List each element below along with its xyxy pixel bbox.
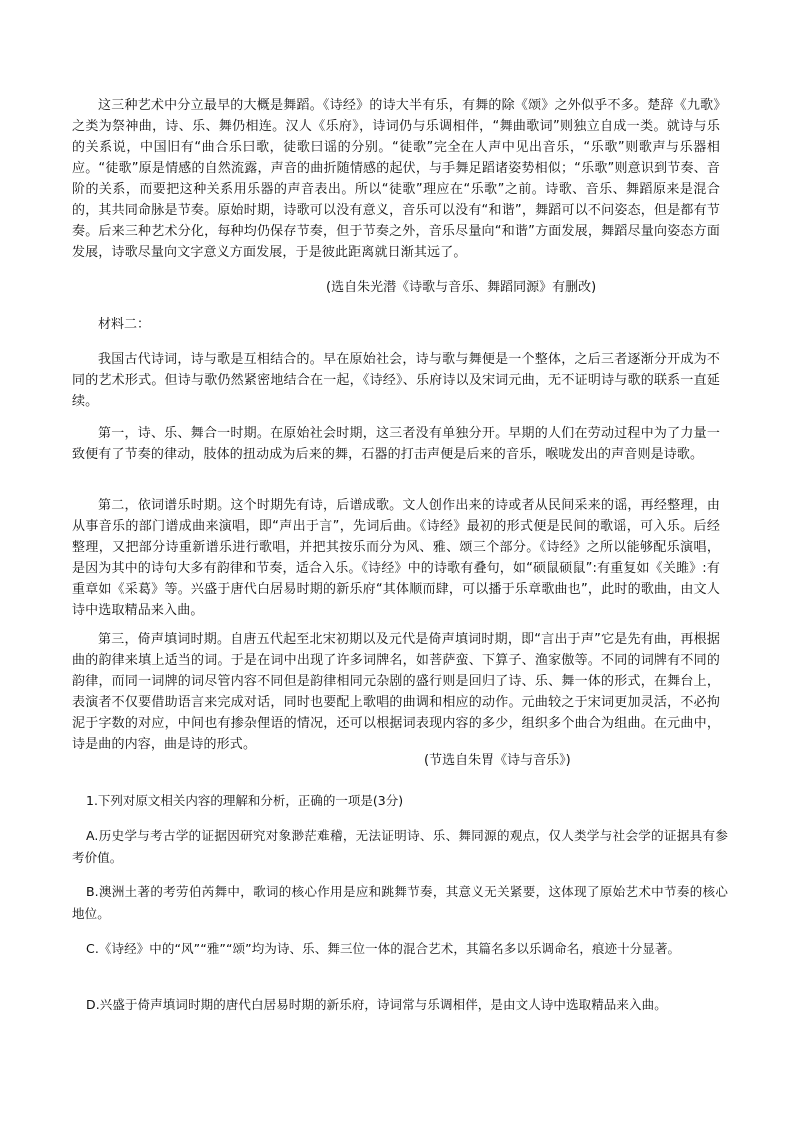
passage-paragraph-2: 我国古代诗词，诗与歌是互相结合的。早在原始社会，诗与歌与舞便是一个整体，之后三者逐渐分开成为不同的艺术形式。但诗与歌仍然紧密地结合在一起，《诗经》、乐府诗以及宋词元曲，无不证明诗与歌的联系一直延续。: [72, 352, 720, 409]
source-citation-1: (选自朱光潜《诗歌与音乐、舞蹈同源》有删改): [326, 280, 597, 295]
option-b: B.澳洲土著的考劳伯芮舞中，歌词的核心作用是应和跳舞节奏，其意义无关紧要，这体现了原始艺术中节奏的核心地位。: [72, 884, 728, 921]
passage-paragraph-5: 第三，倚声填词时期。自唐五代起至北宋初期以及元代是倚声填词时期，即“言出于声”它是先有曲，再根据曲的韵律来填上适当的词。于是在词中出现了许多词牌名，如菩萨蛮、下算子、渔家傲等。不同的词牌有不同的韵律，而同一词牌的词尽管内容不同但是韵律相同元杂剧的盛行则是回归了诗、乐、舞一体的形式，在舞台上，表演者不仅要借助语言来完成对话，同时也要配上歌唱的曲调和相应的动作。元曲较之于宋词更加灵活，不必拘泥于字数的对应，中间也有掺杂俚语的情况，还可以根据词表现内容的多少，组织多个曲合为组曲。在元曲中，诗是曲的内容，曲是诗的形式。: [72, 632, 720, 752]
question-1-stem: 1.下列对原文相关内容的理解和分析，正确的一项是(3分): [86, 793, 404, 808]
passage-paragraph-3: 第一，诗、乐、舞合一时期。在原始社会时期，这三者没有单独分开。早期的人们在劳动过程中为了力量一致便有了节奏的律动，肢体的扭动成为后来的舞，石器的打击声便是后来的音乐，喉咙发出的声音则是诗歌。: [72, 426, 720, 462]
option-a: A.历史学与考古学的证据因研究对象渺茫难稽，无法证明诗、乐、舞同源的观点，仅人类学与社会学的证据具有参考价值。: [72, 828, 728, 865]
option-c: C.《诗经》中的“风”“雅”“颂”均为诗、乐、舞三位一体的混合艺术，其篇名多以乐调命名，痕迹十分显著。: [86, 941, 681, 956]
source-citation-2: (节选自朱胃《诗与音乐》): [424, 753, 571, 768]
passage-paragraph-4: 第二，依词谱乐时期。这个时期先有诗，后谱成歌。文人创作出来的诗或者从民间采来的谣，再经整理，由从事音乐的部门谱成曲来演唱，即“声出于言”，先词后曲。《诗经》最初的形式便是民间的歌谣，可入乐。后经整理，又把部分诗重新谱乐进行歌唱，并把其按乐而分为风、雅、颂三个部分。《诗经》之所以能够配乐演唱，是因为其中的诗句大多有韵律和节奏，适合入乐。《诗经》中的诗歌有叠句，如“硕鼠硕鼠”:有重复如《关雎》:有重章如《采葛》等。兴盛于唐代白居易时期的新乐府“其体顺而肆，可以播于乐章歌曲也”，此时的歌曲，由文人诗中选取精品来入曲。: [72, 498, 720, 618]
option-d: D.兴盛于倚声填词时期的唐代白居易时期的新乐府，诗词常与乐调相伴，是由文人诗中选取精品来入曲。: [86, 997, 667, 1012]
material-2-label: 材料二：: [98, 317, 151, 332]
passage-paragraph-1: 这三种艺术中分立最早的大概是舞蹈。《诗经》的诗大半有乐，有舞的除《颂》之外似乎不多。楚辞《九歌》之类为祭神曲，诗、乐、舞仍相连。汉人《乐府》，诗词仍与乐调相伴，“舞曲歌词”则独立自成一类。就诗与乐的关系说，中国旧有“曲合乐曰歌，徒歌曰谣的分别。“徒歌”完全在人声中见出音乐，“乐歌”则歌声与乐器相应。“徒歌”原是情感的自然流露，声音的曲折随情感的起伏，与手舞足蹈诸姿势相似；“乐歌”则意识到节奏、音阶的关系，而要把这种关系用乐器的声音表出。所以“徒歌”理应在“乐歌”之前。诗歌、音乐、舞蹈原来是混合的，其共同命脉是节奏。原始时期，诗歌可以没有意义，音乐可以没有“和谐”，舞蹈可以不问姿态，但是都有节奏。后来三种艺术分化，每种均仍保存节奏，但于节奏之外，音乐尽量向“和谐”方面发展，舞蹈尽量向姿态方面发展，诗歌尽量向文字意义方面发展，于是彼此距离就日渐其远了。: [72, 98, 720, 260]
